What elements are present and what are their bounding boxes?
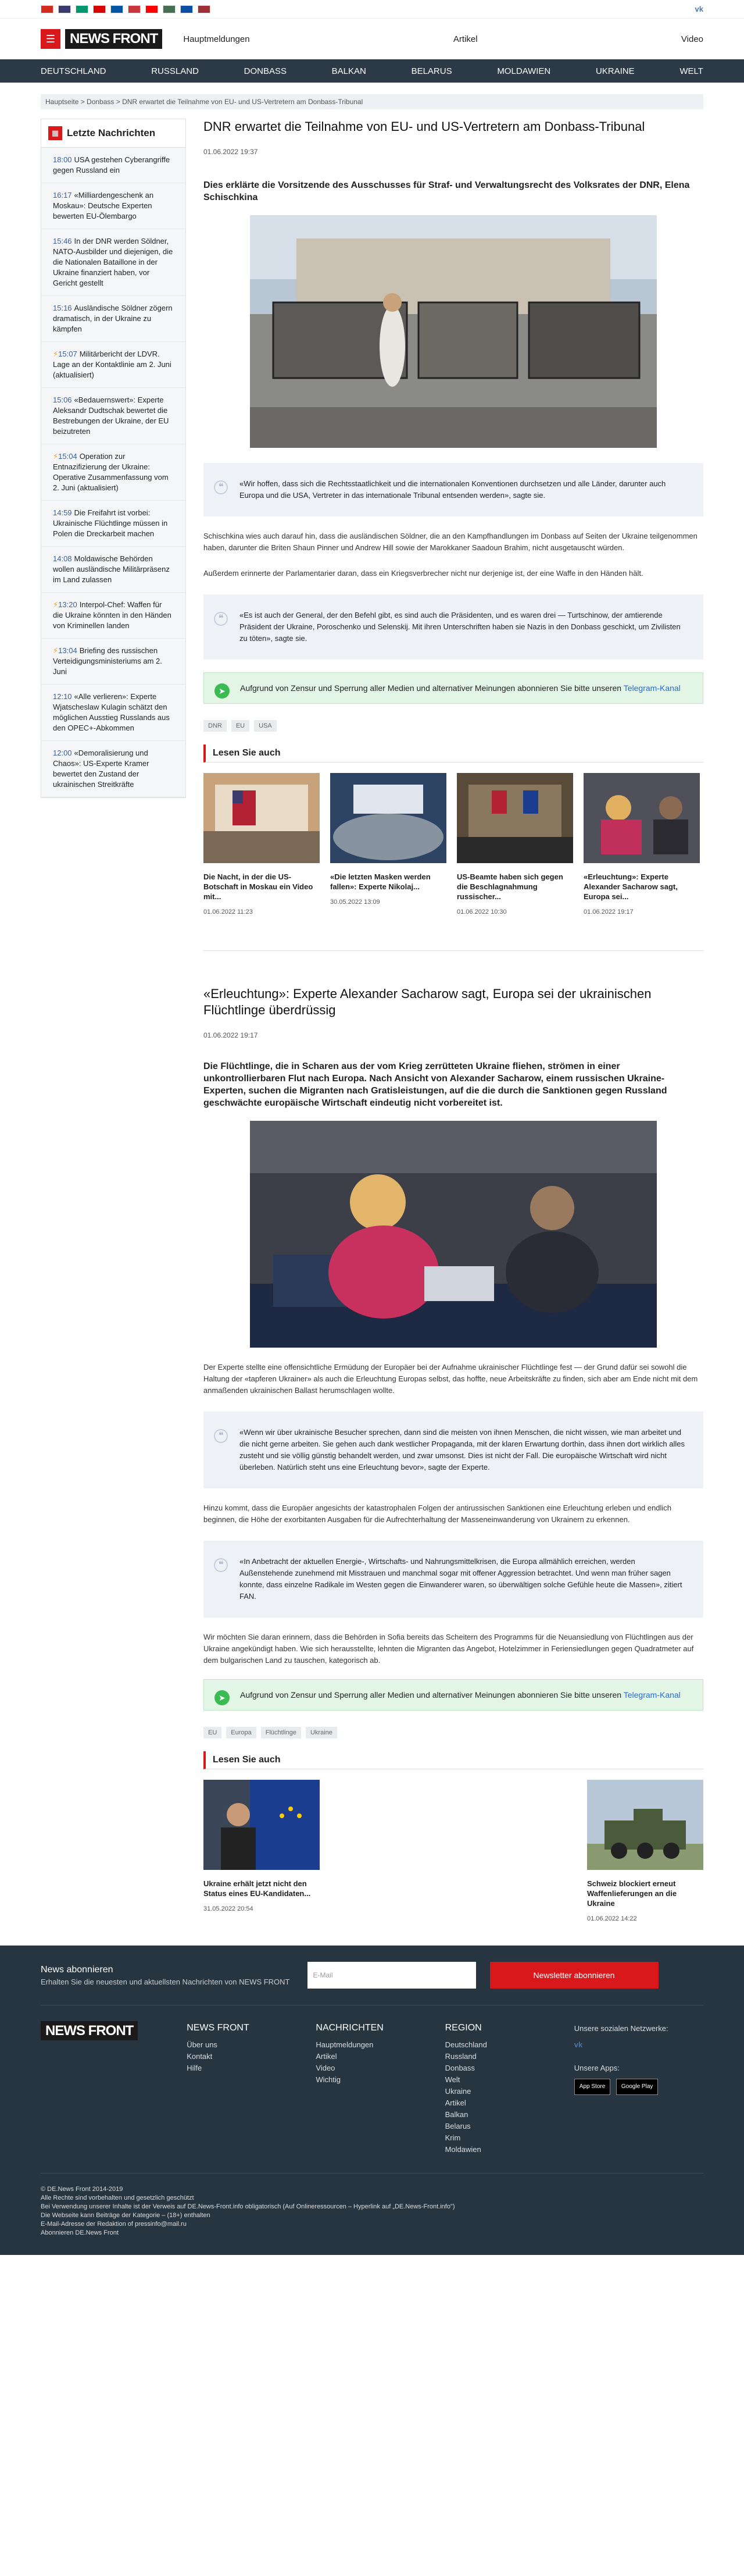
quote-block [203,1541,703,1617]
tag[interactable]: EU [203,1727,221,1738]
card-title: Die Nacht, in der die US-Botschaft in Moskau ein Video mit... [203,872,313,901]
sidebar-news-item[interactable] [41,183,185,229]
news-text: Ausländische Söldner zögern dramatisch, in der Ukraine zu kämpfen [53,304,173,333]
logo[interactable]: NEWS FRONT [65,29,162,49]
main-content [203,119,703,1922]
footer-copyright [41,2173,703,2255]
card-image [587,1780,703,1870]
flash-icon: ⚡ [53,452,59,461]
flag-icon-hu[interactable] [163,5,176,13]
related-card[interactable] [203,1780,320,1922]
news-text: Moldawische Behörden wollen ausländische Militärpräsenz im Land zulassen [53,554,170,584]
news-time: 15:07 [58,350,77,358]
footer-col-title: NEWS FRONT [187,2023,249,2033]
header-nav [183,34,703,44]
card-title: Schweiz blockiert erneut Waffenlieferungen an die Ukraine [587,1879,677,1908]
card-date: 01.06.2022 10:30 [457,908,507,915]
card-date: 01.06.2022 14:22 [587,1915,637,1922]
email-input[interactable]: E-Mail [307,1962,476,1989]
quote-icon: ❝ [214,480,228,494]
footer-link[interactable]: Krim [445,2133,461,2142]
news-text: In der DNR werden Söldner, NATO-Ausbilder und diejenigen, die die Nationalen Bataillone in der Ukraine finanziert haben, vor Gericht gestellt [53,237,173,287]
flag-icon-ge[interactable] [145,5,158,13]
article-title: DNR erwartet die Teilnahme von EU- und US-Vertretern am Donbass-Tribunal [203,119,645,134]
nav-hauptmeldungen[interactable]: Hauptmeldungen [183,34,250,44]
news-text: «Milliardengeschenk an Moskau»: Deutsche Experten bewerten EU-Ölembargo [53,191,154,220]
vk-icon[interactable]: vk [574,2040,583,2049]
footer-link[interactable]: Artikel [445,2098,466,2107]
flag-icon-fr[interactable] [110,5,123,13]
card-date: 31.05.2022 20:54 [203,1905,253,1912]
flag-icon-bg[interactable] [76,5,88,13]
language-bar [0,0,744,19]
menu-icon[interactable]: ☰ [41,29,60,49]
sidebar-news-item[interactable] [41,685,185,741]
related-card[interactable] [203,773,320,915]
related-card[interactable] [584,773,700,915]
card-title: «Die letzten Masken werden fallen»: Experte Nikolaj... [330,872,431,891]
related-cards [203,1780,703,1922]
copyright-line: Bei Verwendung unserer Inhalte ist der Verweis auf DE.News-Front.info obligatorisch (Auf Onlineressourcen – Hyperlink auf „DE.News-Front.info") [41,2203,455,2210]
card-title: US-Beamte haben sich gegen die Beschlagnahmung russischer... [457,872,563,901]
cat-welt[interactable]: WELT [679,66,703,76]
news-time: 14:59 [53,508,72,517]
sidebar-title: Letzte Nachrichten [67,127,156,138]
vk-icon[interactable]: vk [695,5,703,13]
telegram-icon: ➤ [214,1690,230,1705]
sidebar-news-item[interactable] [41,593,185,639]
tag[interactable]: Europa [226,1727,256,1738]
news-time: 15:04 [58,452,77,461]
card-image [203,1780,320,1870]
news-time: 16:17 [53,191,72,199]
category-bar [0,59,744,83]
telegram-text: Aufgrund von Zensur und Sperrung aller Medien und alternativer Meinungen abonnieren Sie bitte unseren [240,683,622,693]
article-title: «Erleuchtung»: Experte Alexander Sacharow sagt, Europa sei der ukrainischen Flüchtlinge überdrüssig [203,986,652,1017]
read-also-heading: Lesen Sie auch [203,1751,703,1769]
article-lead: Dies erklärte die Vorsitzende des Ausschusses für Straf- und Verwaltungsrecht des Volksrates der DNR, Elena Schischkina [203,180,690,202]
news-time: 18:00 [53,155,72,164]
latest-news-sidebar [41,119,186,798]
sidebar-news-item[interactable] [41,388,185,444]
related-card[interactable] [457,773,573,915]
footer-link[interactable]: Artikel [316,2052,337,2061]
quote-icon: ❝ [214,612,228,626]
article-date: 01.06.2022 19:37 [203,148,258,156]
news-text: Operation zur Entnazifizierung der Ukraine: Operative Zusammenfassung vom 2. Juni (aktualisiert) [53,452,169,492]
breadcrumb[interactable]: Hauptseite > Donbass > DNR erwartet die Teilnahme von EU- und US-Vertretern am Donbass-Tribunal [41,94,703,109]
nav-artikel[interactable]: Artikel [453,34,478,44]
sidebar-news-item[interactable] [41,148,185,183]
footer-link[interactable]: Ukraine [445,2087,471,2096]
article-image [250,215,657,448]
card-image [203,773,320,863]
footer-link[interactable]: Hilfe [187,2064,202,2072]
social-title: Unsere sozialen Netzwerke: [574,2024,668,2033]
card-title: Ukraine erhält jetzt nicht den Status eines EU-Kandidaten... [203,1879,311,1898]
footer-link[interactable]: Donbass [445,2064,475,2072]
sidebar-news-item[interactable] [41,342,185,388]
quote-icon: ❝ [214,1429,228,1443]
tag[interactable]: Flüchtlinge [261,1727,301,1738]
sidebar-news-item[interactable] [41,741,185,797]
subscribe-button[interactable]: Newsletter abonnieren [490,1962,659,1989]
news-time: 15:16 [53,304,72,312]
cat-ukraine[interactable]: UKRAINE [595,66,635,76]
sidebar-header [41,119,185,148]
copyright-line: E-Mail-Adresse der Redaktion of pressinfo@mail.ru [41,2221,187,2228]
tag[interactable]: EU [231,720,249,732]
footer-col-title: REGION [445,2023,482,2033]
article-2 [203,986,703,1922]
paragraph: Außerdem erinnerte der Parlamentarier daran, dass ein Kriegsverbrecher nicht nur derjenige ist, der eine Waffe in den Händen hält. [203,569,643,578]
app-store-badge[interactable]: App Store [574,2079,610,2095]
footer-link[interactable]: Russland [445,2052,477,2061]
news-text: «Alle verlieren»: Experte Wjatscheslaw Kulagin schätzt den möglichen Ausstieg Russlands aus den OPEC+-Abkommen [53,692,170,732]
news-text: Interpol-Chef: Waffen für die Ukraine könnten in den Händen von Kriminellen landen [53,600,171,630]
newsletter-subtitle: Erhalten Sie die neuesten und aktuellsten Nachrichten von NEWS FRONT [41,1977,290,1986]
news-time: 12:00 [53,749,72,757]
quote-text: «Es ist auch der General, der den Befehl gibt, es sind auch die Präsidenten, und es waren drei — Turtschinow, der amtierende Präsident der Ukraine, Poroschenko und Selenskij. Mit ihren Unterschriften haben sie Nazis in den Donbass geschickt, um Zivilisten zu töten», sagte sie. [239,611,681,643]
quote-block [203,594,703,660]
sidebar-news-item[interactable] [41,501,185,547]
article-image [250,1121,657,1348]
telegram-text: Aufgrund von Zensur und Sperrung aller Medien und alternativer Meinungen abonnieren Sie bitte unseren [240,1690,622,1699]
related-card[interactable] [330,773,446,915]
footer-link[interactable]: Moldawien [445,2145,481,2154]
news-time: 14:08 [53,554,72,563]
news-time: 12:10 [53,692,72,701]
tag[interactable]: USA [254,720,277,732]
paragraph: Schischkina wies auch darauf hin, dass die ausländischen Söldner, die an den Kampfhandlungen im Donbass auf Seiten der Ukraine teilgenommen haben, darunter die Briten Shaun Pinner und Andrew Hill sowie der Marokkaner Saadoun Brahim, nicht ausgetauscht würden. [203,532,698,552]
article-date: 01.06.2022 19:17 [203,1031,258,1039]
footer-col-social [574,2023,703,2155]
footer-link[interactable]: Deutschland [445,2040,487,2049]
footer-link[interactable]: Wichtig [316,2075,341,2084]
card-image [584,773,700,863]
quote-text: «Wir hoffen, dass sich die Rechtsstaatlichkeit und die internationalen Konventionen durchsetzen und alle Länder, darunter auch Europa und die USA, Vertreter in das internationale Tribunal entsenden werden», sagte sie. [239,479,666,500]
cat-donbass[interactable]: DONBASS [244,66,287,76]
flag-icon-lv[interactable] [198,5,210,13]
card-image [457,773,573,863]
google-play-badge[interactable]: Google Play [616,2079,658,2095]
nav-video[interactable]: Video [681,34,703,44]
article-lead: Die Flüchtlinge, die in Scharen aus der vom Krieg zerrütteten Ukraine fliehen, strömen in einer unkontrollierbaren Flut nach Europa. Nach Ansicht von Alexander Sacharow, einem russischen Ukraine-Experten, suchen die Migranten nach Gratisleistungen, auf die die durch die Sanktionen gegen Russland geschwächte europäische Wirtschaft eindeutig nicht vorbereitet ist. [203,1061,667,1108]
flash-icon: ⚡ [53,350,59,358]
tag[interactable]: Ukraine [306,1727,337,1738]
telegram-link[interactable]: Telegram-Kanal [623,1690,681,1699]
newsletter-title: News abonnieren [41,1964,113,1975]
sidebar-news-item[interactable] [41,296,185,342]
quote-icon: ❝ [214,1558,228,1572]
paragraph: Der Experte stellte eine offensichtliche Ermüdung der Europäer bei der Aufnahme ukrainischer Flüchtlinge fest — der Grund dafür sei sowohl die Haltung der «tapferen Ukrainer» als auch die Erleuchtung Europas selbst, das hoffte, neue Arbeitskräfte zu finden, sich aber am Ende nicht mit dem anmaßenden ukrainischen Ballast herumschlagen wollte. [203,1363,698,1395]
footer-link[interactable]: Video [316,2064,335,2072]
news-time: 15:46 [53,237,72,245]
news-time: 13:20 [58,600,77,609]
cat-balkan[interactable]: BALKAN [331,66,366,76]
footer-logo[interactable]: NEWS FRONT [41,2021,138,2040]
article-1 [203,119,703,951]
cat-belarus[interactable]: BELARUS [411,66,452,76]
quote-text: «Wenn wir über ukrainische Besucher sprechen, dann sind die meisten von ihnen Menschen, die nicht wissen, wie man arbeitet und die nicht gerne arbeiten. Sie gehen auch dank westlicher Propaganda, mit der klaren Erwartung dorthin, dass ihnen dort wirklich alles zusteht und sie völlig günstig behandelt werden, und zwar umsonst. Dies ist nicht der Fall. Die europäische Wirtschaft wird nicht überleben. Natürlich steht uns eine Erleuchtung bevor», sagte der Experte. [239,1428,685,1472]
copyright-line: Abonnieren DE.News Front [41,2229,119,2236]
card-date: 01.06.2022 19:17 [584,908,634,915]
header [0,19,744,59]
flash-icon: ⚡ [53,646,59,655]
cat-moldawien[interactable]: MOLDAWIEN [497,66,551,76]
footer-link[interactable]: Kontakt [187,2052,213,2061]
card-image [330,773,446,863]
paragraph: Wir möchten Sie daran erinnern, dass die Behörden in Sofia bereits das Scheitern des Programms für die Neuansiedlung von Flüchtlingen aus der Ukraine angekündigt haben. Wie sich herausstellte, lehnten die Migranten das Angebot, Hotelzimmer in Feriensiedlungen gegen Quadratmeter auf dem bulgarischen Land zu tauschen, kategorisch ab. [203,1633,694,1665]
flag-icon-rs[interactable] [128,5,141,13]
cat-deutschland[interactable]: DEUTSCHLAND [41,66,106,76]
newsletter [41,1962,703,2005]
card-date: 01.06.2022 11:23 [203,908,253,915]
footer-link[interactable]: Balkan [445,2110,468,2119]
flash-icon: ⚡ [53,600,59,609]
tag-list [203,720,703,732]
cat-russland[interactable]: RUSSLAND [151,66,199,76]
card-title: «Erleuchtung»: Experte Alexander Sacharow sagt, Europa sei... [584,872,678,901]
footer-link[interactable]: Welt [445,2075,460,2084]
sidebar-news-item[interactable] [41,444,185,501]
footer [0,1946,744,2255]
apps-title: Unsere Apps: [574,2064,620,2072]
footer-col-nachrichten [316,2023,445,2155]
flag-icon-en[interactable] [58,5,71,13]
sidebar-news-item[interactable] [41,547,185,593]
paragraph: Hinzu kommt, dass die Europäer angesichts der katastrophalen Folgen der antirussischen Sanktionen eine Erleuchtung erleben und endlich beginnen, die Höhe der exorbitanten Ausgaben für die Aufrechterhaltung der Masseneinwanderung von Ukrainern zu erkennen. [203,1503,672,1524]
flag-icon-sk[interactable] [180,5,193,13]
copyright-line: Die Webseite kann Beiträge der Kategorie – (18+) enthalten [41,2212,210,2219]
calendar-icon: ▦ [48,126,62,140]
footer-col-region [445,2023,574,2155]
related-card[interactable] [587,1780,703,1922]
news-text: Militärbericht der LDVR. Lage an der Kontaktlinie am 2. Juni (aktualisiert) [53,350,171,379]
tag[interactable]: DNR [203,720,227,732]
quote-block [203,1412,703,1488]
quote-text: «In Anbetracht der aktuellen Energie-, Wirtschafts- und Nahrungsmittelkrisen, die Europa allmählich erreichen, werden Außenstehende zunehmend mit Misstrauen und manchmal sogar mit offener Aggression betrachtet. Und wenn man früher sagen konnte, dass einzelne Radikale im Westen gegen die Einwanderer waren, so überwältigen solche Gefühle heute die Massen», zitiert FAN. [239,1557,682,1601]
footer-col-title: NACHRICHTEN [316,2023,384,2033]
sidebar-news-item[interactable] [41,229,185,296]
telegram-icon: ➤ [214,683,230,699]
news-text: «Demoralisierung und Chaos»: US-Experte Kramer bewertet den Zustand der ukrainischen Streitkräfte [53,749,149,789]
telegram-box [203,672,703,704]
footer-link[interactable]: Über uns [187,2040,217,2049]
quote-block [203,463,703,516]
footer-link[interactable]: Hauptmeldungen [316,2040,374,2049]
flag-icon-de[interactable] [93,5,106,13]
tag-list [203,1727,703,1738]
news-time: 15:06 [53,396,72,404]
related-cards [203,773,703,915]
footer-col-newsfront [187,2023,316,2155]
news-text: USA gestehen Cyberangriffe gegen Russland ein [53,155,170,174]
read-also-heading: Lesen Sie auch [203,744,703,763]
news-text: Die Freifahrt ist vorbei: Ukrainische Flüchtlinge müssen in Polen die Dreckarbeit machen [53,508,168,538]
card-date: 30.05.2022 13:09 [330,899,380,906]
news-text: «Bedauernswert»: Experte Aleksandr Dudtschak bewertet die Bestrebungen der Ukraine, der EU beizutreten [53,396,169,436]
news-time: 13:04 [58,646,77,655]
sidebar-news-item[interactable] [41,639,185,685]
flag-icon-ru[interactable] [41,5,53,13]
footer-link[interactable]: Belarus [445,2122,471,2130]
copyright-line: Alle Rechte sind vorbehalten und gesetzlich geschützt [41,2194,194,2201]
news-text: Briefing des russischen Verteidigungsministeriums am 2. Juni [53,646,162,676]
telegram-box [203,1679,703,1711]
copyright-line: © DE.News Front 2014-2019 [41,2186,123,2193]
telegram-link[interactable]: Telegram-Kanal [623,683,681,693]
